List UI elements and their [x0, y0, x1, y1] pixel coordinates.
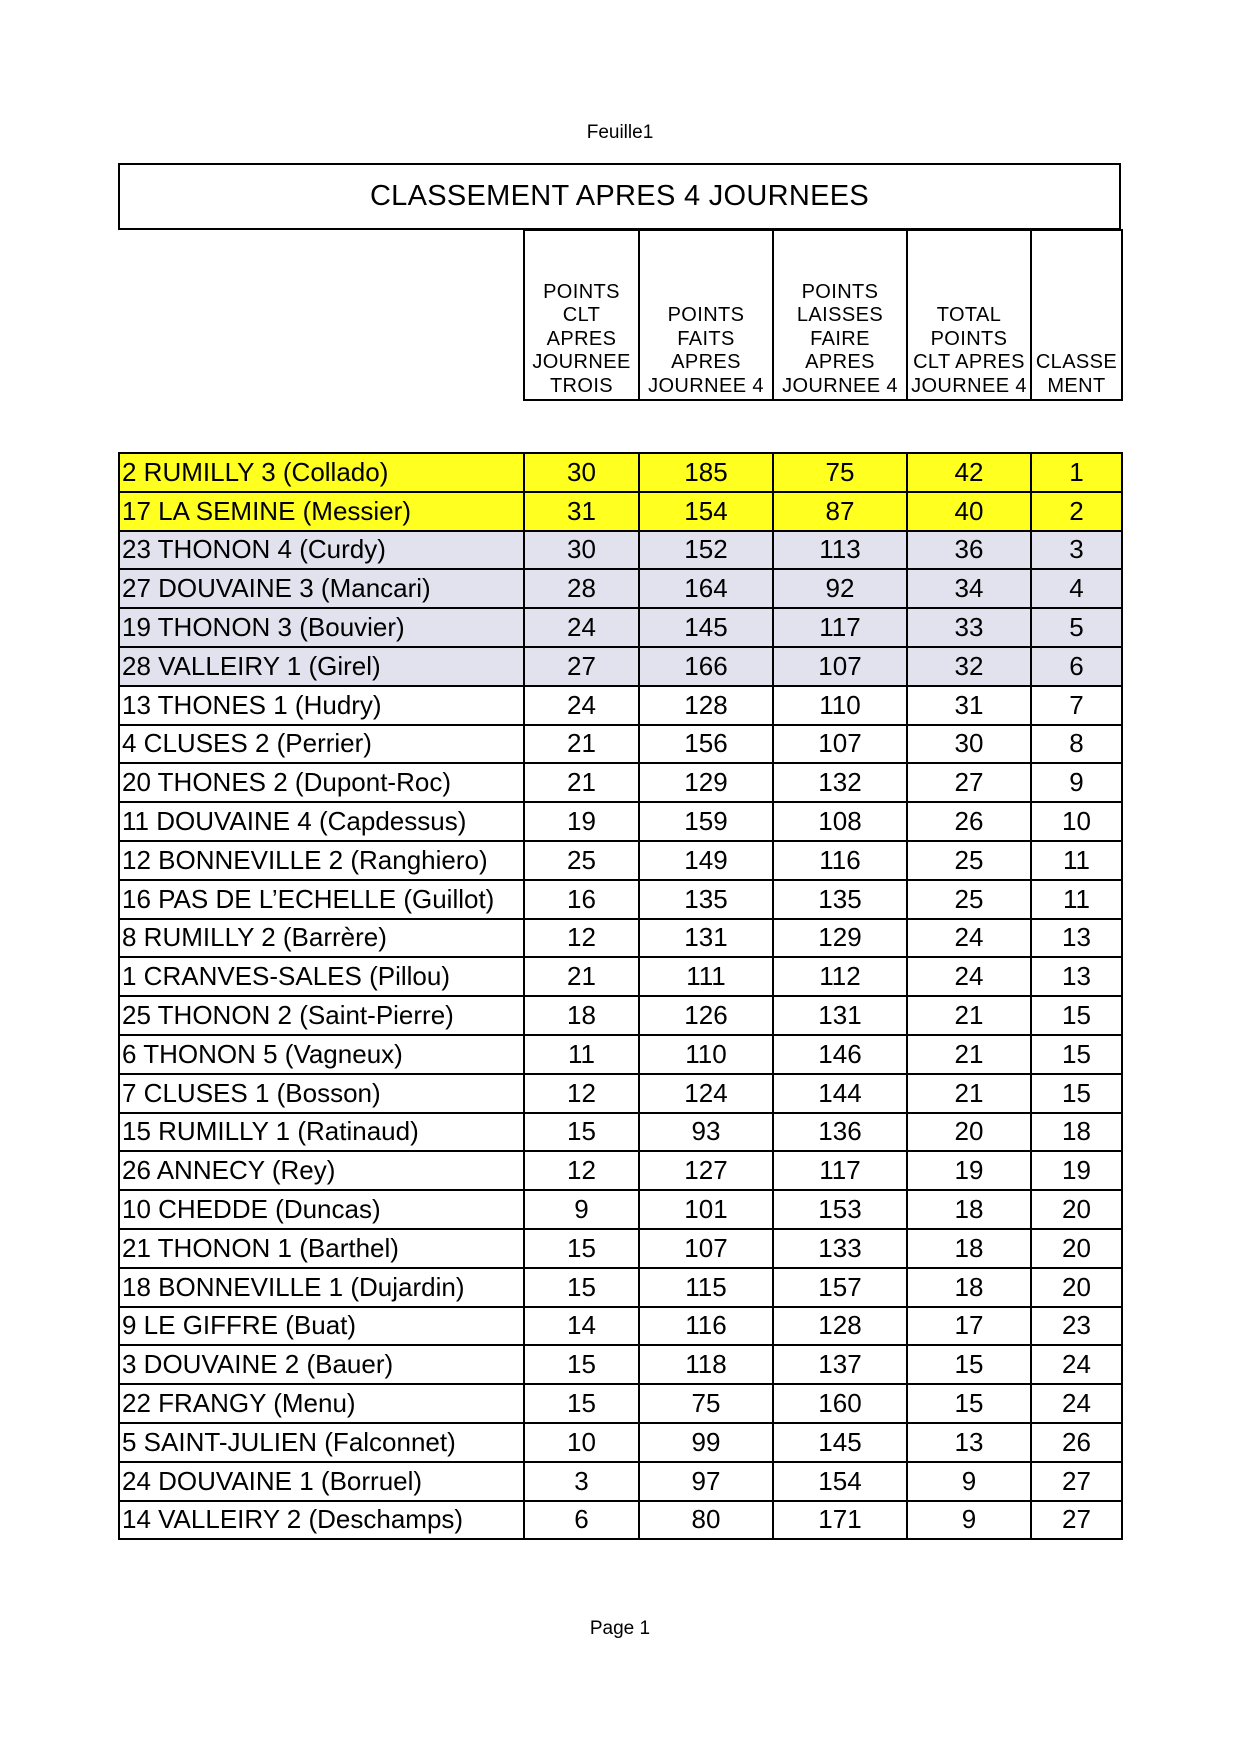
header-line: JOURNEE 4	[911, 374, 1027, 397]
points-clt-j3-cell: 21	[524, 957, 639, 996]
classement-cell: 13	[1031, 919, 1122, 958]
points-faits-cell: 149	[639, 841, 773, 880]
table-row	[119, 608, 1122, 647]
table-row	[119, 647, 1122, 686]
classement-cell: 27	[1031, 1501, 1122, 1540]
points-clt-j3-cell: 21	[524, 725, 639, 764]
total-points-cell: 31	[907, 686, 1031, 725]
points-faits-cell: 128	[639, 686, 773, 725]
header-line: TROIS	[549, 374, 614, 397]
total-points-cell: 9	[907, 1501, 1031, 1540]
points-laisses-cell: 144	[773, 1074, 907, 1113]
team-cell: 5 SAINT-JULIEN (Falconnet)	[119, 1423, 524, 1462]
classement-cell: 11	[1031, 841, 1122, 880]
total-points-cell: 26	[907, 802, 1031, 841]
header-line: POINTS	[801, 280, 879, 303]
header-points-laisses	[773, 230, 907, 400]
points-clt-j3-cell: 12	[524, 1151, 639, 1190]
team-cell: 27 DOUVAINE 3 (Mancari)	[119, 569, 524, 608]
points-faits-cell: 116	[639, 1307, 773, 1346]
classement-cell: 13	[1031, 957, 1122, 996]
total-points-cell: 19	[907, 1151, 1031, 1190]
points-clt-j3-cell: 15	[524, 1229, 639, 1268]
team-cell: 16 PAS DE L’ECHELLE (Guillot)	[119, 880, 524, 919]
points-laisses-cell: 160	[773, 1384, 907, 1423]
points-faits-cell: 126	[639, 996, 773, 1035]
team-cell: 2 RUMILLY 3 (Collado)	[119, 453, 524, 492]
table-row	[119, 841, 1122, 880]
points-faits-cell: 115	[639, 1268, 773, 1307]
points-faits-cell: 166	[639, 647, 773, 686]
points-faits-cell: 124	[639, 1074, 773, 1113]
points-clt-j3-cell: 15	[524, 1268, 639, 1307]
team-cell: 3 DOUVAINE 2 (Bauer)	[119, 1345, 524, 1384]
classement-cell: 24	[1031, 1345, 1122, 1384]
points-clt-j3-cell: 6	[524, 1501, 639, 1540]
points-clt-j3-cell: 3	[524, 1462, 639, 1501]
total-points-cell: 30	[907, 725, 1031, 764]
points-faits-cell: 129	[639, 763, 773, 802]
points-faits-cell: 154	[639, 492, 773, 531]
team-cell: 11 DOUVAINE 4 (Capdessus)	[119, 802, 524, 841]
table-row	[119, 763, 1122, 802]
header-line: LAISSES	[796, 304, 884, 326]
table-row	[119, 1307, 1122, 1346]
table-row	[119, 569, 1122, 608]
table-row	[119, 802, 1122, 841]
classement-cell: 27	[1031, 1462, 1122, 1501]
points-laisses-cell: 117	[773, 608, 907, 647]
points-clt-j3-cell: 15	[524, 1384, 639, 1423]
classement-cell: 11	[1031, 880, 1122, 919]
classement-cell: 15	[1031, 1074, 1122, 1113]
total-points-cell: 33	[907, 608, 1031, 647]
table-row	[119, 1229, 1122, 1268]
points-faits-cell: 99	[639, 1423, 773, 1462]
classement-cell: 4	[1031, 569, 1122, 608]
classement-cell: 9	[1031, 763, 1122, 802]
points-laisses-cell: 135	[773, 880, 907, 919]
points-laisses-cell: 128	[773, 1307, 907, 1346]
header-line: APRES	[671, 351, 741, 373]
header-line: APRES	[805, 351, 875, 373]
total-points-cell: 34	[907, 569, 1031, 608]
points-laisses-cell: 75	[773, 453, 907, 492]
total-points-cell: 13	[907, 1423, 1031, 1462]
total-points-cell: 17	[907, 1307, 1031, 1346]
header-line: JOURNEE 4	[782, 374, 898, 397]
header-total-points	[907, 230, 1031, 400]
classement-cell: 19	[1031, 1151, 1122, 1190]
points-laisses-cell: 132	[773, 763, 907, 802]
classement-cell: 2	[1031, 492, 1122, 531]
total-points-cell: 24	[907, 919, 1031, 958]
total-points-cell: 21	[907, 1074, 1031, 1113]
total-points-cell: 21	[907, 1035, 1031, 1074]
points-laisses-cell: 133	[773, 1229, 907, 1268]
classement-cell: 20	[1031, 1229, 1122, 1268]
points-faits-cell: 80	[639, 1501, 773, 1540]
header-line: FAIRE	[810, 327, 870, 350]
points-laisses-cell: 154	[773, 1462, 907, 1501]
team-cell: 14 VALLEIRY 2 (Deschamps)	[119, 1501, 524, 1540]
team-cell: 10 CHEDDE (Duncas)	[119, 1190, 524, 1229]
table-row	[119, 1151, 1122, 1190]
points-clt-j3-cell: 12	[524, 919, 639, 958]
header-line: POINTS	[667, 304, 745, 326]
team-cell: 8 RUMILLY 2 (Barrère)	[119, 919, 524, 958]
team-cell: 18 BONNEVILLE 1 (Dujardin)	[119, 1268, 524, 1307]
team-cell: 28 VALLEIRY 1 (Girel)	[119, 647, 524, 686]
header-line: POINTS	[543, 280, 620, 303]
points-clt-j3-cell: 31	[524, 492, 639, 531]
team-cell: 26 ANNECY (Rey)	[119, 1151, 524, 1190]
classement-cell: 6	[1031, 647, 1122, 686]
team-cell: 17 LA SEMINE (Messier)	[119, 492, 524, 531]
points-clt-j3-cell: 18	[524, 996, 639, 1035]
total-points-cell: 15	[907, 1384, 1031, 1423]
classement-cell: 15	[1031, 996, 1122, 1035]
header-line: TOTAL	[936, 304, 1002, 326]
points-laisses-cell: 136	[773, 1113, 907, 1152]
team-cell: 22 FRANGY (Menu)	[119, 1384, 524, 1423]
table-row	[119, 1462, 1122, 1501]
table-row	[119, 1190, 1122, 1229]
classement-cell: 20	[1031, 1190, 1122, 1229]
team-cell: 9 LE GIFFRE (Buat)	[119, 1307, 524, 1346]
total-points-cell: 18	[907, 1268, 1031, 1307]
team-cell: 13 THONES 1 (Hudry)	[119, 686, 524, 725]
classement-cell: 23	[1031, 1307, 1122, 1346]
total-points-cell: 36	[907, 531, 1031, 570]
classement-cell: 20	[1031, 1268, 1122, 1307]
points-faits-cell: 127	[639, 1151, 773, 1190]
table-row	[119, 1074, 1122, 1113]
team-cell: 4 CLUSES 2 (Perrier)	[119, 725, 524, 764]
table-row	[119, 880, 1122, 919]
total-points-cell: 21	[907, 996, 1031, 1035]
classement-cell: 3	[1031, 531, 1122, 570]
total-points-cell: 18	[907, 1229, 1031, 1268]
points-laisses-cell: 137	[773, 1345, 907, 1384]
points-clt-j3-cell: 9	[524, 1190, 639, 1229]
table-row	[119, 531, 1122, 570]
points-laisses-cell: 116	[773, 841, 907, 880]
table-row	[119, 1384, 1122, 1423]
points-faits-cell: 164	[639, 569, 773, 608]
team-cell: 20 THONES 2 (Dupont-Roc)	[119, 763, 524, 802]
table-row	[119, 1501, 1122, 1540]
points-clt-j3-cell: 12	[524, 1074, 639, 1113]
points-clt-j3-cell: 28	[524, 569, 639, 608]
classement-cell: 18	[1031, 1113, 1122, 1152]
points-faits-cell: 131	[639, 919, 773, 958]
sheet-name: Feuille1	[586, 122, 654, 143]
header-line: MENT	[1047, 374, 1106, 397]
points-laisses-cell: 112	[773, 957, 907, 996]
header-classement	[1031, 230, 1122, 400]
points-clt-j3-cell: 11	[524, 1035, 639, 1074]
team-cell: 25 THONON 2 (Saint-Pierre)	[119, 996, 524, 1035]
points-faits-cell: 75	[639, 1384, 773, 1423]
points-laisses-cell: 146	[773, 1035, 907, 1074]
total-points-cell: 15	[907, 1345, 1031, 1384]
classement-cell: 15	[1031, 1035, 1122, 1074]
header-line: CLT	[562, 304, 601, 326]
table-row	[119, 686, 1122, 725]
team-cell: 1 CRANVES-SALES (Pillou)	[119, 957, 524, 996]
points-clt-j3-cell: 10	[524, 1423, 639, 1462]
classement-cell: 24	[1031, 1384, 1122, 1423]
total-points-cell: 24	[907, 957, 1031, 996]
total-points-cell: 42	[907, 453, 1031, 492]
header-row	[524, 230, 1122, 400]
points-faits-cell: 145	[639, 608, 773, 647]
points-clt-j3-cell: 15	[524, 1345, 639, 1384]
team-cell: 6 THONON 5 (Vagneux)	[119, 1035, 524, 1074]
points-faits-cell: 110	[639, 1035, 773, 1074]
table-row	[119, 919, 1122, 958]
points-clt-j3-cell: 27	[524, 647, 639, 686]
points-faits-cell: 185	[639, 453, 773, 492]
classement-cell: 26	[1031, 1423, 1122, 1462]
table-row	[119, 1268, 1122, 1307]
points-clt-j3-cell: 21	[524, 763, 639, 802]
table-row	[119, 1035, 1122, 1074]
points-clt-j3-cell: 30	[524, 531, 639, 570]
header-line: CLASSE	[1035, 351, 1118, 373]
points-laisses-cell: 113	[773, 531, 907, 570]
points-laisses-cell: 107	[773, 647, 907, 686]
table-row	[119, 996, 1122, 1035]
points-faits-cell: 101	[639, 1190, 773, 1229]
ranking-rows	[119, 453, 1122, 1539]
points-clt-j3-cell: 15	[524, 1113, 639, 1152]
team-cell: 19 THONON 3 (Bouvier)	[119, 608, 524, 647]
classement-cell: 1	[1031, 453, 1122, 492]
points-laisses-cell: 171	[773, 1501, 907, 1540]
points-laisses-cell: 157	[773, 1268, 907, 1307]
total-points-cell: 25	[907, 880, 1031, 919]
table-row	[119, 725, 1122, 764]
points-laisses-cell: 153	[773, 1190, 907, 1229]
points-faits-cell: 107	[639, 1229, 773, 1268]
classement-cell: 8	[1031, 725, 1122, 764]
header-line: JOURNEE 4	[648, 374, 764, 397]
points-laisses-cell: 107	[773, 725, 907, 764]
table-row	[119, 492, 1122, 531]
points-faits-cell: 135	[639, 880, 773, 919]
table-row	[119, 1423, 1122, 1462]
ranking-table	[118, 452, 1123, 1540]
header-line: POINTS	[930, 327, 1008, 350]
column-headers	[523, 229, 1123, 401]
team-cell: 24 DOUVAINE 1 (Borruel)	[119, 1462, 524, 1501]
points-clt-j3-cell: 14	[524, 1307, 639, 1346]
total-points-cell: 27	[907, 763, 1031, 802]
table-row	[119, 453, 1122, 492]
classement-cell: 10	[1031, 802, 1122, 841]
header-points-faits	[639, 230, 773, 400]
points-clt-j3-cell: 24	[524, 608, 639, 647]
header-line: CLT APRES	[913, 351, 1025, 373]
points-faits-cell: 93	[639, 1113, 773, 1152]
total-points-cell: 40	[907, 492, 1031, 531]
total-points-cell: 9	[907, 1462, 1031, 1501]
team-cell: 12 BONNEVILLE 2 (Ranghiero)	[119, 841, 524, 880]
table-row	[119, 957, 1122, 996]
points-laisses-cell: 108	[773, 802, 907, 841]
page-number: Page 1	[589, 1618, 651, 1639]
points-clt-j3-cell: 19	[524, 802, 639, 841]
points-faits-cell: 97	[639, 1462, 773, 1501]
points-laisses-cell: 131	[773, 996, 907, 1035]
header-line: APRES	[546, 327, 617, 350]
points-laisses-cell: 110	[773, 686, 907, 725]
classement-cell: 7	[1031, 686, 1122, 725]
points-clt-j3-cell: 30	[524, 453, 639, 492]
points-clt-j3-cell: 16	[524, 880, 639, 919]
points-clt-j3-cell: 24	[524, 686, 639, 725]
points-clt-j3-cell: 25	[524, 841, 639, 880]
points-laisses-cell: 87	[773, 492, 907, 531]
points-laisses-cell: 92	[773, 569, 907, 608]
classement-cell: 5	[1031, 608, 1122, 647]
team-cell: 21 THONON 1 (Barthel)	[119, 1229, 524, 1268]
total-points-cell: 20	[907, 1113, 1031, 1152]
points-faits-cell: 159	[639, 802, 773, 841]
points-laisses-cell: 145	[773, 1423, 907, 1462]
points-laisses-cell: 129	[773, 919, 907, 958]
table-row	[119, 1113, 1122, 1152]
points-faits-cell: 152	[639, 531, 773, 570]
total-points-cell: 25	[907, 841, 1031, 880]
header-line: FAITS	[677, 327, 735, 350]
total-points-cell: 32	[907, 647, 1031, 686]
table-row	[119, 1345, 1122, 1384]
header-line: JOURNEE	[532, 351, 631, 373]
points-faits-cell: 111	[639, 957, 773, 996]
points-laisses-cell: 117	[773, 1151, 907, 1190]
header-points-clt-j3	[524, 230, 639, 400]
team-cell: 15 RUMILLY 1 (Ratinaud)	[119, 1113, 524, 1152]
total-points-cell: 18	[907, 1190, 1031, 1229]
ranking-title: CLASSEMENT APRES 4 JOURNEES	[118, 163, 1121, 230]
points-faits-cell: 118	[639, 1345, 773, 1384]
team-cell: 7 CLUSES 1 (Bosson)	[119, 1074, 524, 1113]
points-faits-cell: 156	[639, 725, 773, 764]
team-cell: 23 THONON 4 (Curdy)	[119, 531, 524, 570]
